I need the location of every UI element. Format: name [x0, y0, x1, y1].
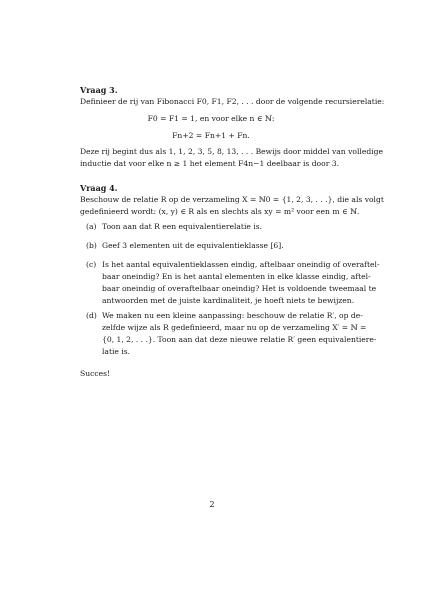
page-number: 2: [209, 500, 215, 509]
question-4-title: Vraag 4.: [80, 183, 118, 193]
question-4-intro-line-1: Beschouw de relatie R op de verzameling X = ℕ0 = {1, 2, 3, . . .}, die als volgt: [80, 195, 384, 204]
item-label: (b): [86, 241, 97, 250]
item-label: (a): [86, 222, 97, 231]
question-3-outro-line-2: inductie dat voor elke n ≥ 1 het element F4n−1 deelbaar is door 3.: [80, 159, 339, 168]
question-3-equation-recursion: Fn+2 = Fn+1 + Fn.: [172, 131, 250, 140]
question-3-outro-line-1: Deze rij begint dus als 1, 1, 2, 3, 5, 8, 13, . . . Bewijs door middel van volledige: [80, 147, 383, 156]
question-4-intro-line-2: gedefinieerd wordt: (x, y) ∈ R als en slechts als xy = m² voor een m ∈ ℕ.: [80, 207, 360, 216]
question-3: [80, 84, 385, 170]
closing: [80, 368, 342, 380]
item-line: baar oneindig of overaftelbaar oneindig? Het is voldoende tweemaal te: [102, 284, 377, 293]
item-line: Is het aantal equivalentieklassen eindig, aftelbaar oneindig of overaftel-: [102, 260, 380, 269]
question-3-title: Vraag 3.: [80, 85, 118, 95]
item-line: latie is.: [102, 347, 131, 356]
question-4: [80, 182, 384, 218]
item-line: Geef 3 elementen uit de equivalentieklasse [6].: [102, 241, 284, 250]
item-line: Toon aan dat R een equivalentierelatie is.: [102, 222, 263, 231]
item-label: (d): [86, 311, 97, 320]
item-line: zelfde wijze als R gedefinieerd, maar nu op de verzameling X′ = ℕ =: [102, 323, 367, 332]
closing-text: Succes!: [80, 369, 111, 378]
question-3-intro: Definieer de rij van Fibonacci F0, F1, F2, . . . door de volgende recursierelatie:: [80, 97, 385, 106]
item-line: We maken nu een kleine aanpassing: beschouw de relatie R′, op de-: [102, 311, 363, 320]
item-line: {0, 1, 2, . . .}. Toon aan dat deze nieuwe relatie R′ geen equivalentiere-: [102, 335, 377, 344]
item-line: baar oneindig? En is het aantal elementen in elke klasse eindig, aftel-: [102, 272, 371, 281]
question-3-equation-initial: F0 = F1 = 1, en voor elke n ∈ ℕ:: [147, 114, 275, 123]
item-label: (c): [86, 260, 97, 269]
item-line: antwoorden met de juiste kardinaliteit, je hoeft niets te bewijzen.: [102, 296, 355, 305]
